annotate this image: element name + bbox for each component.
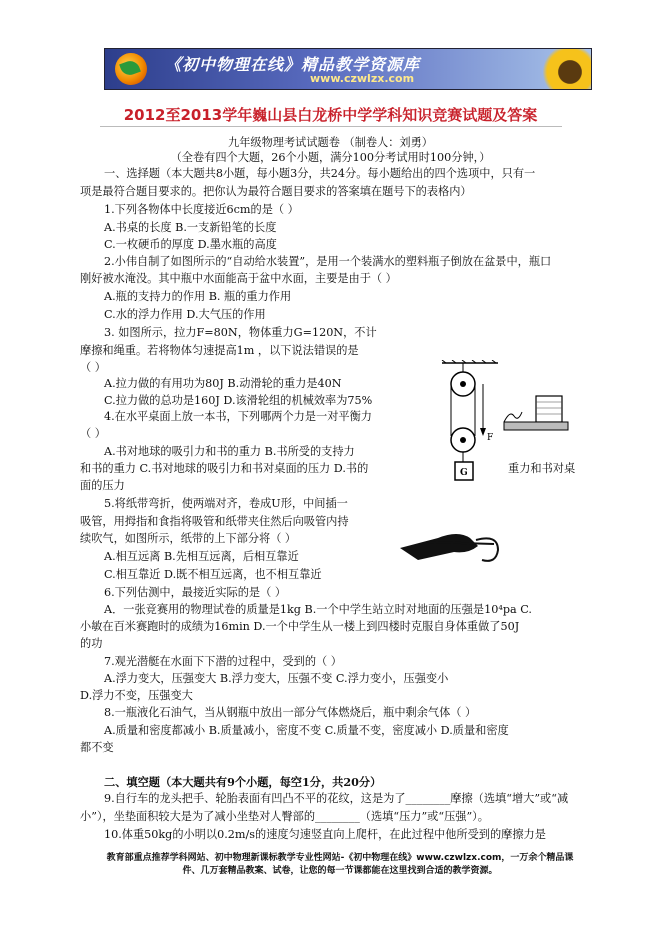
straw-figure bbox=[398, 520, 502, 572]
question-8: 8.一瓶液化石油气，当从钢瓶中放出一部分气体燃烧后，瓶中剩余气体（ ） bbox=[104, 706, 477, 719]
question-7: 7.观光潜艇在水面下下潜的过程中，受到的（ ） bbox=[104, 655, 342, 668]
weight-label: G bbox=[460, 468, 468, 478]
book-table-figure bbox=[500, 390, 570, 440]
site-banner bbox=[104, 48, 592, 90]
q1-options-cd: C.一枚硬币的厚度 D.墨水瓶的高度 bbox=[104, 238, 277, 251]
paper-strip bbox=[476, 538, 498, 561]
movable-pulley-axle bbox=[460, 437, 466, 443]
exam-subtitle: 九年级物理考试试题卷 （制卷人：刘勇） bbox=[228, 136, 433, 149]
fixed-pulley-axle bbox=[460, 381, 466, 387]
q4-options-tail: 重力和书对桌 bbox=[508, 462, 576, 475]
question-4: 4.在水平桌面上放一本书，下列哪两个力是一对平衡力 bbox=[104, 410, 372, 423]
title-divider bbox=[100, 126, 562, 127]
question-1: 1.下列各物体中长度接近6cm的是（ ） bbox=[104, 203, 299, 216]
footer-line-1: 教育部重点推荐学科网站、初中物理新课标教学专业性网站-《初中物理在线》www.czwlzx.com，一万余个精品课 bbox=[106, 853, 574, 863]
question-3-paren: （ ） bbox=[80, 361, 106, 374]
question-4-paren: （ ） bbox=[80, 427, 106, 440]
question-9-cont: 小”），坐垫面积较大是为了减小坐垫对人臀部的________（选填“压力”或“压强”）。 bbox=[80, 810, 489, 823]
force-arrow-icon bbox=[480, 428, 486, 436]
section-two-intro: 二、填空题（本大题共有9个小题，每空1分，共20分） bbox=[104, 775, 382, 789]
sunflower-icon bbox=[543, 48, 592, 90]
q6-options-cd: 小敏在百米赛跑时的成绩为16min D.一个中学生从一楼上到四楼时克服自身体重做了50J bbox=[80, 620, 520, 633]
question-3: 3. 如图所示，拉力F=80N，物体重力G=120N，不计 bbox=[104, 326, 377, 339]
table-top bbox=[504, 422, 568, 430]
book-block bbox=[536, 396, 562, 422]
q8-options-end: 都不变 bbox=[80, 741, 114, 754]
q2-options-ab: A.瓶的支持力的作用 B. 瓶的重力作用 bbox=[104, 290, 292, 303]
q1-options-ab: A.书桌的长度 B.一支新铅笔的长度 bbox=[104, 221, 277, 234]
q7-options-abc: A.浮力变大，压强变大 B.浮力变大，压强不变 C.浮力变小，压强变小 bbox=[104, 672, 449, 685]
page-title: 2012至2013学年巍山县白龙桥中学学科知识竞赛试题及答案 bbox=[123, 106, 538, 124]
q6-options-ab: A．一张竞赛用的物理试卷的质量是1kg B.一个中学生站立时对地面的压强是10⁴pa C. bbox=[104, 603, 532, 616]
banner-url: www.czwlzx.com bbox=[310, 72, 415, 85]
q2-options-cd: C.水的浮力作用 D.大气压的作用 bbox=[104, 308, 266, 321]
q8-options: A.质量和密度都减小 B.质量减小，密度不变 C.质量不变，密度减小 D.质量和密度 bbox=[104, 724, 509, 737]
section-one-intro-cont: 项是最符合题目要求的。把你认为最符合题目要求的答案填在题号下的表格内） bbox=[80, 185, 472, 198]
hand-silhouette bbox=[400, 534, 478, 560]
question-2: 2.小伟自制了如图所示的“自动给水装置”，是用一个装满水的塑料瓶子倒放在盆景中，瓶口 bbox=[104, 255, 552, 268]
question-10: 10.体重50kg的小明以0.2m/s的速度匀速竖直向上爬杆，在此过程中他所受到的摩擦力是 bbox=[104, 828, 546, 841]
q3-options-ab: A.拉力做的有用功为80J B.动滑轮的重力是40N bbox=[104, 377, 342, 390]
q4-options-end: 面的压力 bbox=[80, 479, 125, 492]
question-5: 5.将纸带弯折，使两端对齐，卷成U形，中间插一 bbox=[104, 497, 348, 510]
question-9: 9.自行车的龙头把手、轮胎表面有凹凸不平的花纹，这是为了________摩擦（选填“增大”或“减 bbox=[104, 792, 569, 805]
q5-options-ab: A.相互远离 B.先相互远离，后相互靠近 bbox=[104, 550, 299, 563]
footer-line-2: 件、几万套精品教案、试卷，让您的每一节课都能在这里找到合适的教学资源。 bbox=[182, 866, 498, 876]
pulley-figure bbox=[438, 360, 508, 485]
q3-options-cd: C.拉力做的总功是160J D.该滑轮组的机械效率为75% bbox=[104, 394, 373, 407]
question-2-cont: 刚好被水淹没。其中瓶中水面能高于盆中水面，主要是由于（ ） bbox=[80, 272, 397, 285]
q5-options-cd: C.相互靠近 D.既不相互远离，也不相互靠近 bbox=[104, 568, 322, 581]
force-label: F bbox=[487, 433, 494, 443]
finger-icon bbox=[504, 412, 522, 422]
question-6: 6.下列估测中，最接近实际的是（ ） bbox=[104, 586, 287, 599]
page-footer bbox=[100, 852, 580, 878]
q4-options-ab: A.书对地球的吸引力和书的重力 B.书所受的支持力 bbox=[104, 445, 355, 458]
q6-options-end: 的功 bbox=[80, 637, 103, 650]
banner-title: 《初中物理在线》精品教学资源库 bbox=[165, 55, 421, 74]
site-logo-icon bbox=[115, 53, 147, 85]
question-5-cont1: 吸管，用拇指和食指将吸管和纸带夹住然后向吸管内持 bbox=[80, 515, 349, 528]
q4-options-bcd: 和书的重力 C.书对地球的吸引力和书对桌面的压力 D.书的 bbox=[80, 462, 369, 475]
exam-info: （全卷有四个大题，26个小题，满分100分考试用时100分钟，） bbox=[170, 151, 491, 164]
q7-options-d: D.浮力不变，压强变大 bbox=[80, 689, 193, 702]
question-3-cont: 摩擦和绳重。若将物体匀速提高1m ，以下说法错误的是 bbox=[80, 344, 359, 357]
question-5-cont2: 续吹气，如图所示，纸带的上下部分将（ ） bbox=[80, 532, 297, 545]
section-one-intro: 一、选择题（本大题共8小题，每小题3分，共24分。每小题给出的四个选项中，只有一 bbox=[104, 167, 536, 180]
